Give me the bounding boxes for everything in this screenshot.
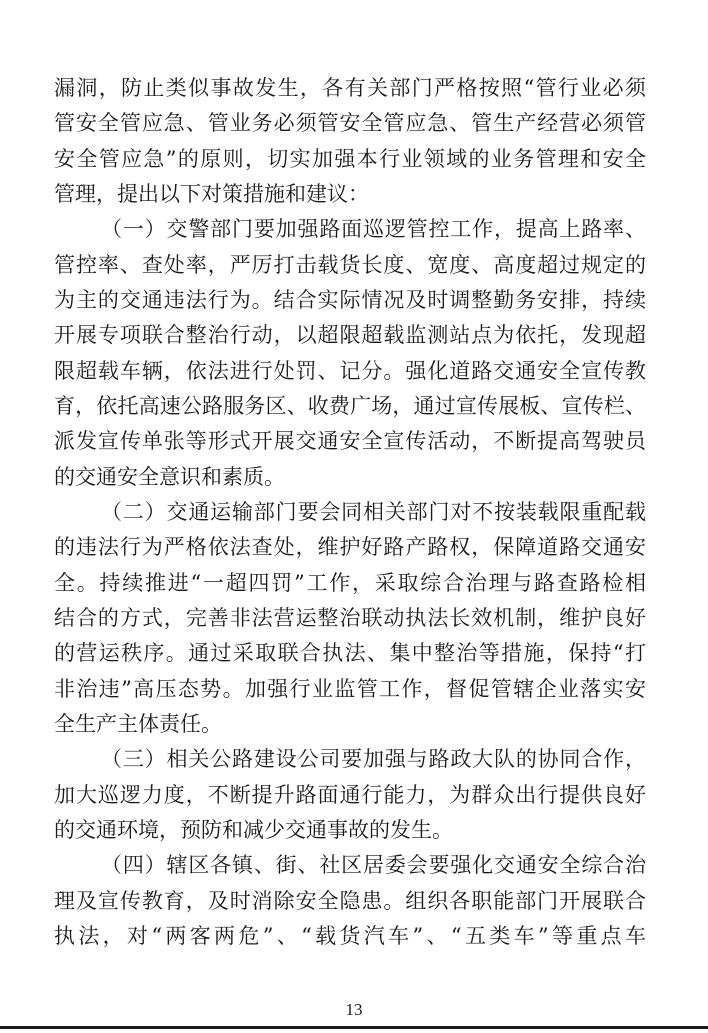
- body-line: 派发宣传单张等形式开展交通安全宣传活动，不断提高驾驶员: [54, 429, 646, 453]
- body-line: 非治违”高压态势。加强行业监管工作，督促管辖企业落实安: [54, 677, 646, 701]
- body-line: （一）交警部门要加强路面巡逻管控工作，提高上路率、: [101, 217, 646, 241]
- body-line: 限超载车辆，依法进行处罚、记分。强化道路交通安全宣传教: [54, 359, 646, 383]
- body-line: 管控率、查处率，严厉打击载货长度、宽度、高度超过规定的: [54, 253, 646, 277]
- bottom-rule: [0, 1026, 708, 1029]
- body-line: 结合的方式，完善非法营运整治联动执法长效机制，维护良好: [54, 606, 646, 630]
- body-line: 全生产主体责任。: [54, 712, 222, 736]
- body-line: 执法，对“两客两危”、“载货汽车”、“五类车”等重点车: [54, 924, 646, 948]
- body-line: 加大巡逻力度，不断提升路面通行能力，为群众出行提供良好: [54, 783, 646, 807]
- body-line: 的营运秩序。通过采取联合执法、集中整治等措施，保持“打: [54, 641, 646, 665]
- body-line: 的交通安全意识和素质。: [54, 465, 285, 489]
- body-line: 安全管应急”的原则，切实加强本行业领域的业务管理和安全: [54, 147, 646, 171]
- page-number: 13: [345, 1000, 363, 1019]
- body-line: 管理，提出以下对策措施和建议：: [54, 182, 369, 206]
- body-line: 漏洞，防止类似事故发生，各有关部门严格按照“管行业必须: [54, 76, 646, 100]
- body-line: 理及宣传教育，及时消除安全隐患。组织各职能部门开展联合: [54, 889, 646, 913]
- body-line: 的交通环境，预防和减少交通事故的发生。: [54, 818, 453, 842]
- body-line: 管安全管应急、管业务必须管安全管应急、管生产经营必须管: [54, 111, 646, 135]
- body-line: （三）相关公路建设公司要加强与路政大队的协同合作，: [101, 747, 646, 771]
- body-line: （二）交通运输部门要会同相关部门对不按装载限重配载: [101, 500, 646, 524]
- body-line: 开展专项联合整治行动，以超限超载监测站点为依托，发现超: [54, 323, 646, 347]
- body-line: （四）辖区各镇、街、社区居委会要强化交通安全综合治: [101, 853, 646, 877]
- body-line: 育，依托高速公路服务区、收费广场，通过宣传展板、宣传栏、: [54, 394, 646, 418]
- body-line: 全。持续推进“一超四罚”工作，采取综合治理与路查路检相: [54, 571, 646, 595]
- body-line: 为主的交通违法行为。结合实际情况及时调整勤务安排，持续: [54, 288, 646, 312]
- body-line: 的违法行为严格依法查处，维护好路产路权，保障道路交通安: [54, 535, 646, 559]
